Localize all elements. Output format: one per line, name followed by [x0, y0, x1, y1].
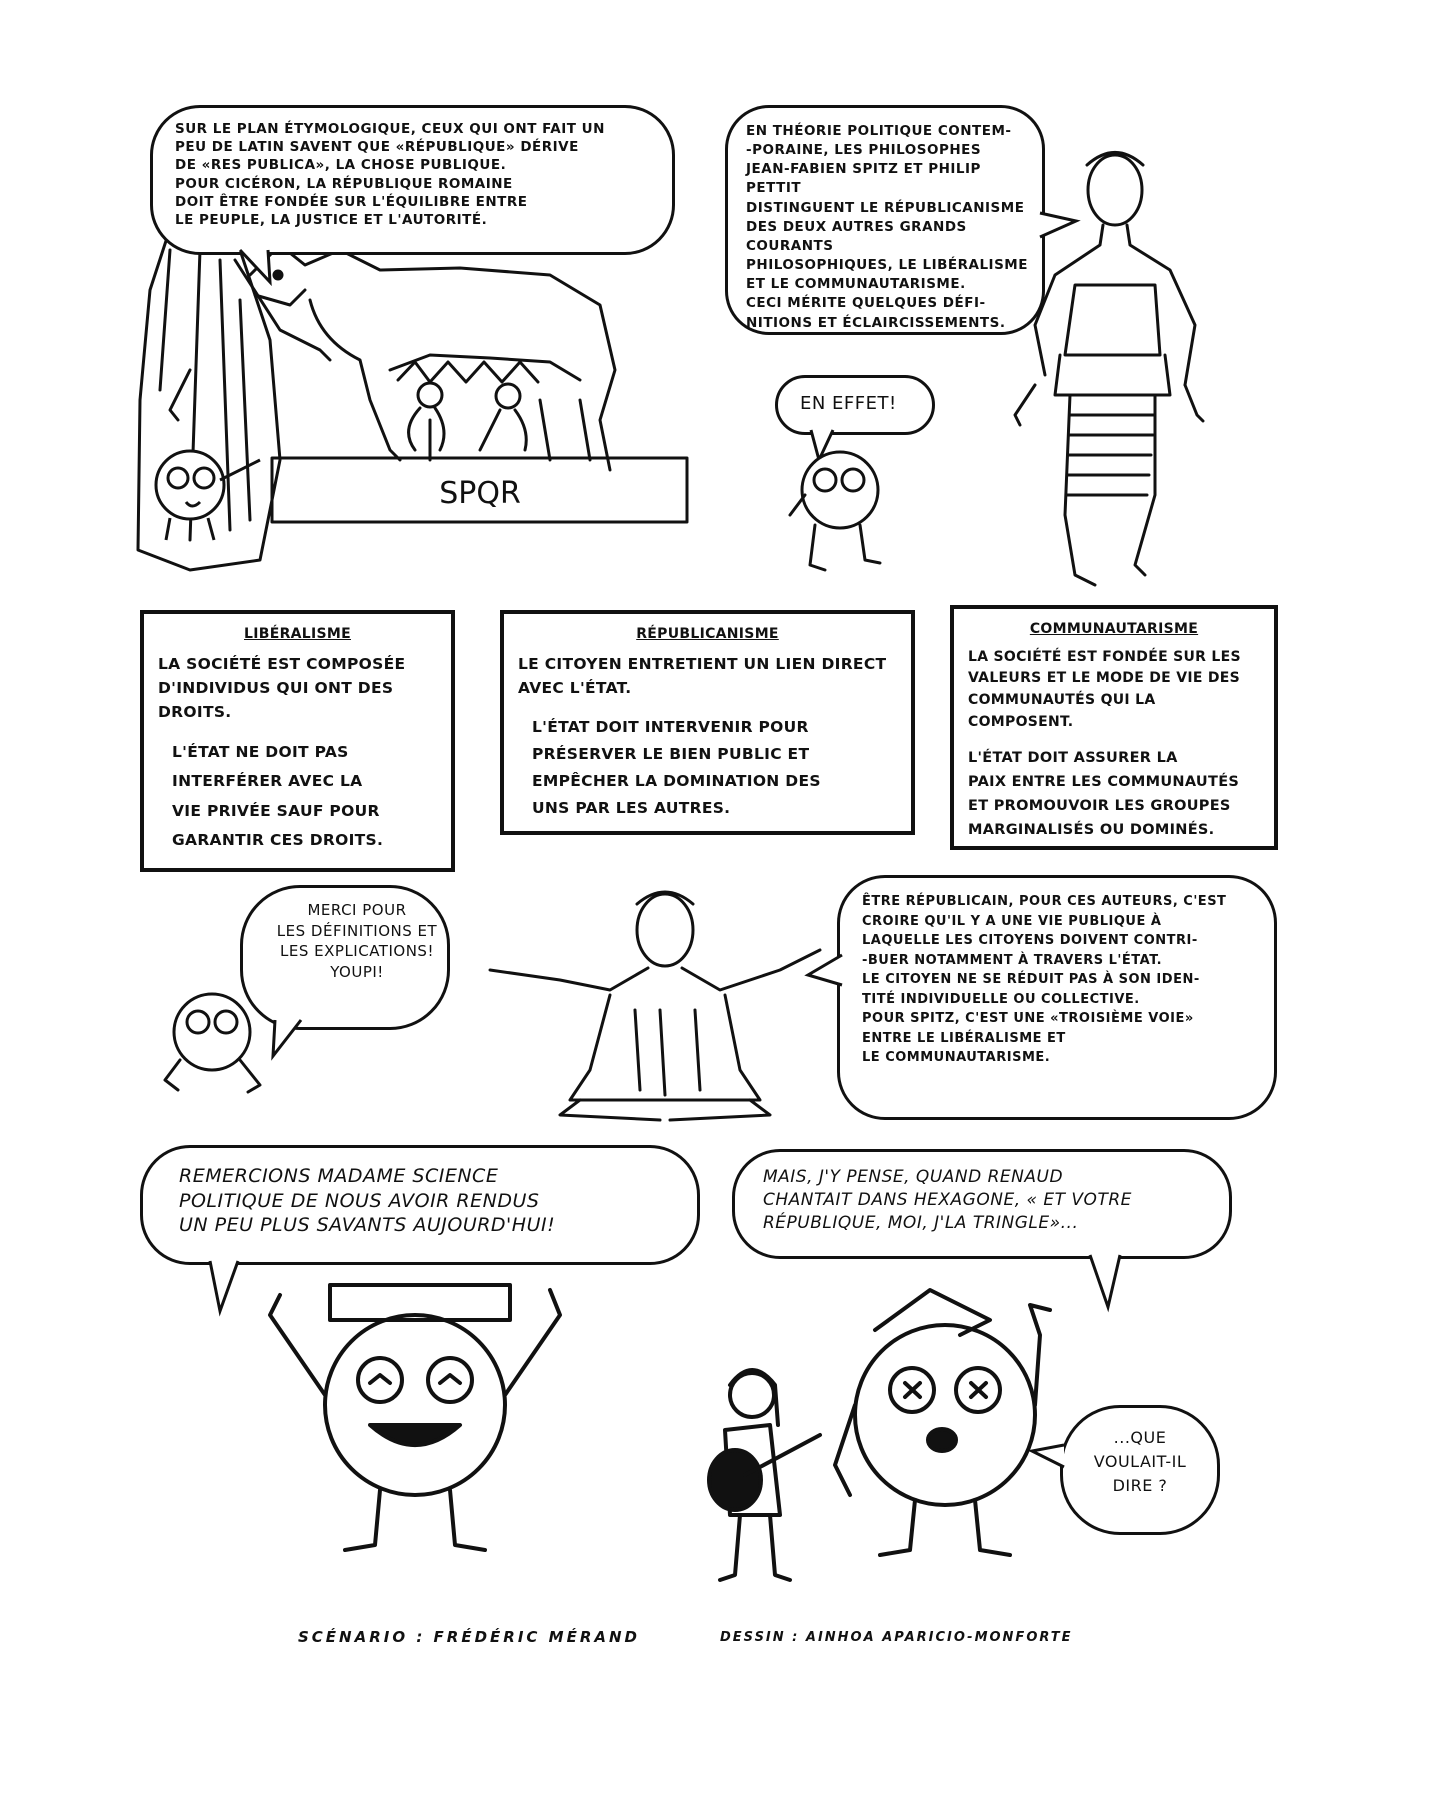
definition-text: LA SOCIÉTÉ EST COMPOSÉE D'INDIVIDUS QUI ONT DES DROITS. [158, 654, 406, 721]
bubble-tail [210, 1261, 250, 1321]
panel-contemporary-theory [715, 95, 1335, 605]
bubble-tail [811, 430, 851, 470]
definition-text: L'ÉTAT DOIT INTERVENIR POUR PRÉSERVER LE BIEN PUBLIC ET EMPÊCHER LA DOMINATION DES UNS PAR LES AUTRES. [532, 717, 821, 818]
definition-box-republicanisme [500, 610, 915, 835]
definition-title: LIBÉRALISME [244, 626, 351, 642]
speech-bubble-en-effet: EN EFFET! [775, 375, 935, 435]
panel-etymology [130, 100, 700, 600]
bubble-tail [808, 955, 848, 995]
speech-bubble-merci: MERCI POUR LES DÉFINITIONS ET LES EXPLICATIONS! YOUPI! [240, 885, 450, 1030]
definition-box-communautarisme [950, 605, 1278, 850]
bubble-tail [1032, 1445, 1072, 1485]
panel-republicanism-explained [140, 870, 1300, 1130]
pedestal-label: SPQR [439, 476, 521, 511]
bubble-tail [1040, 213, 1080, 253]
definition-text: LE CITOYEN ENTRETIENT UN LIEN DIRECT AVEC L'ÉTAT. [518, 654, 887, 697]
speech-bubble-contemporary-theory: EN THÉORIE POLITIQUE CONTEM- -PORAINE, LES PHILOSOPHES JEAN-FABIEN SPITZ ET PHILIP PETTIT DISTINGUENT LE RÉPUBLICANISME DES DEUX AUTRES GRANDS COURANTS PHILOSOPHIQUES, LE LIBÉRALISME ET LE COMMUNAUTARISME. CECI MÉRITE QUELQUES DÉFI- NITIONS ET ÉCLAIRCISSEMENTS. [725, 105, 1045, 335]
definition-box-liberalisme [140, 610, 455, 872]
credit-dessin: DESSIN : AINHOA APARICIO-MONFORTE [720, 1630, 1073, 1645]
definition-title: RÉPUBLICANISME [636, 626, 779, 642]
speech-bubble-que-voulait-il-dire: ...QUE VOULAIT-IL DIRE ? [1060, 1405, 1220, 1535]
credit-scenario: SCÉNARIO : FRÉDÉRIC MÉRAND [298, 1628, 640, 1646]
panel-thanks-and-renaud [130, 1135, 1310, 1595]
speech-bubble-etymology: SUR LE PLAN ÉTYMOLOGIQUE, CEUX QUI ONT FAIT UN PEU DE LATIN SAVENT QUE «RÉPUBLIQUE» DÉRIVE DE «RES PUBLICA», LA CHOSE PUBLIQUE. POUR CICÉRON, LA RÉPUBLIQUE ROMAINE DOIT ÊTRE FONDÉE SUR L'ÉQUILIBRE ENTRE LE PEUPLE, LA JUSTICE ET L'AUTORITÉ. [150, 105, 675, 255]
definition-text: L'ÉTAT NE DOIT PAS INTERFÉRER AVEC LA VIE PRIVÉE SAUF POUR GARANTIR CES DROITS. [172, 742, 384, 850]
definition-text: LA SOCIÉTÉ EST FONDÉE SUR LES VALEURS ET LE MODE DE VIE DES COMMUNAUTÉS QUI LA COMPOSENT. [968, 648, 1241, 730]
definition-text: L'ÉTAT DOIT ASSURER LA PAIX ENTRE LES COMMUNAUTÉS ET PROMOUVOIR LES GROUPES MARGINALISÉS OU DOMINÉS. [968, 750, 1240, 839]
speech-bubble-third-way: ÊTRE RÉPUBLICAIN, POUR CES AUTEURS, C'EST CROIRE QU'IL Y A UNE VIE PUBLIQUE À LAQUELLE LES CITOYENS DOIVENT CONTRI- -BUER NOTAMMENT À TRAVERS L'ÉTAT. LE CITOYEN NE SE RÉDUIT PAS À SON IDEN- TITÉ INDIVIDUELLE OU COLLECTIVE. POUR SPITZ, C'EST UNE «TROISIÈME VOIE» ENTRE LE LIBÉRALISME ET LE COMMUNAUTARISME. [837, 875, 1277, 1120]
definition-title: COMMUNAUTARISME [1029, 621, 1199, 637]
mascot-left [156, 451, 260, 540]
speech-bubble-remercions: REMERCIONS MADAME SCIENCE POLITIQUE DE NOUS AVOIR RENDUS UN PEU PLUS SAVANTS AUJOURD'HUI! [140, 1145, 700, 1265]
speech-bubble-renaud: MAIS, J'Y PENSE, QUAND RENAUD CHANTAIT DANS HEXAGONE, « ET VOTRE RÉPUBLIQUE, MOI, J'LA TRINGLE»... [732, 1149, 1232, 1259]
bubble-tail [1090, 1255, 1130, 1315]
bubble-tail [275, 1020, 315, 1070]
bubble-tail [240, 250, 280, 290]
